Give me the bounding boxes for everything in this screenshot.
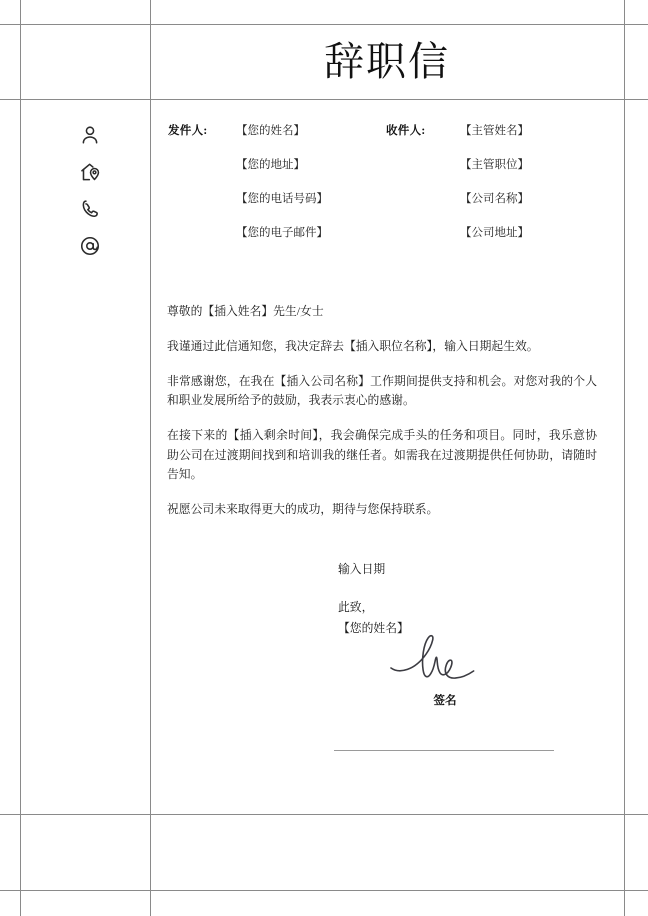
person-icon bbox=[79, 124, 101, 146]
contact-row bbox=[168, 194, 588, 228]
signature-mark-icon bbox=[388, 628, 500, 692]
guide-line-vertical-middle bbox=[150, 0, 151, 916]
contact-row bbox=[168, 160, 588, 194]
letter-salutation: 尊敬的【插入姓名】先生/女士 bbox=[167, 304, 324, 318]
letter-paragraph-3: 在接下来的【插入剩余时间】，我会确保完成手头的任务和项目。同时，我乐意协助公司在过渡期间找到和培训我的继任者。如需我在过渡期提供任何协助，请随时告知。 bbox=[167, 428, 597, 481]
sender-phone: 【您的电话号码】 bbox=[236, 193, 328, 205]
recipient-name: 【主管姓名】 bbox=[460, 125, 529, 137]
home-icon bbox=[79, 161, 101, 183]
phone-icon bbox=[79, 198, 101, 220]
closing-regards: 此致， bbox=[338, 600, 374, 615]
sender-name: 【您的姓名】 bbox=[236, 125, 305, 137]
date-placeholder: 输入日期 bbox=[338, 562, 386, 576]
recipient-label: 收件人: bbox=[386, 125, 426, 137]
closing-block bbox=[338, 560, 598, 637]
title-block bbox=[150, 25, 624, 99]
signature-rule bbox=[334, 750, 554, 751]
contact-row bbox=[168, 126, 588, 160]
sender-address: 【您的地址】 bbox=[236, 159, 305, 171]
email-icon bbox=[79, 235, 101, 257]
letter-paragraph-4: 祝愿公司未来取得更大的成功，期待与您保持联系。 bbox=[167, 501, 439, 516]
contact-header bbox=[168, 126, 588, 262]
letter-body bbox=[167, 302, 597, 535]
recipient-company: 【公司名称】 bbox=[460, 193, 529, 205]
recipient-company-address: 【公司地址】 bbox=[460, 227, 529, 239]
guide-line-horizontal-title bbox=[0, 99, 648, 100]
signature-caption: 签名 bbox=[433, 695, 457, 707]
guide-line-horizontal-lower bbox=[0, 814, 648, 815]
signer-name: 【您的姓名】 bbox=[338, 620, 409, 635]
guide-line-vertical-right bbox=[624, 0, 625, 916]
contact-row bbox=[168, 228, 588, 262]
page-title: 辞职信 bbox=[324, 39, 450, 84]
guide-line-horizontal-bottom bbox=[0, 890, 648, 891]
contact-icon-rail bbox=[72, 124, 108, 257]
letter-paragraph-2: 非常感谢您，在我在【插入公司名称】工作期间提供支持和机会。对您对我的个人和职业发展所给予的鼓励，我表示衷心的感谢。 bbox=[167, 374, 597, 408]
sender-label: 发件人: bbox=[168, 125, 208, 137]
guide-line-vertical-left bbox=[20, 0, 21, 916]
sender-email: 【您的电子邮件】 bbox=[236, 227, 328, 239]
recipient-title: 【主管职位】 bbox=[460, 159, 529, 171]
letter-paragraph-1: 我谨通过此信通知您，我决定辞去【插入职位名称】，输入日期起生效。 bbox=[167, 339, 539, 354]
